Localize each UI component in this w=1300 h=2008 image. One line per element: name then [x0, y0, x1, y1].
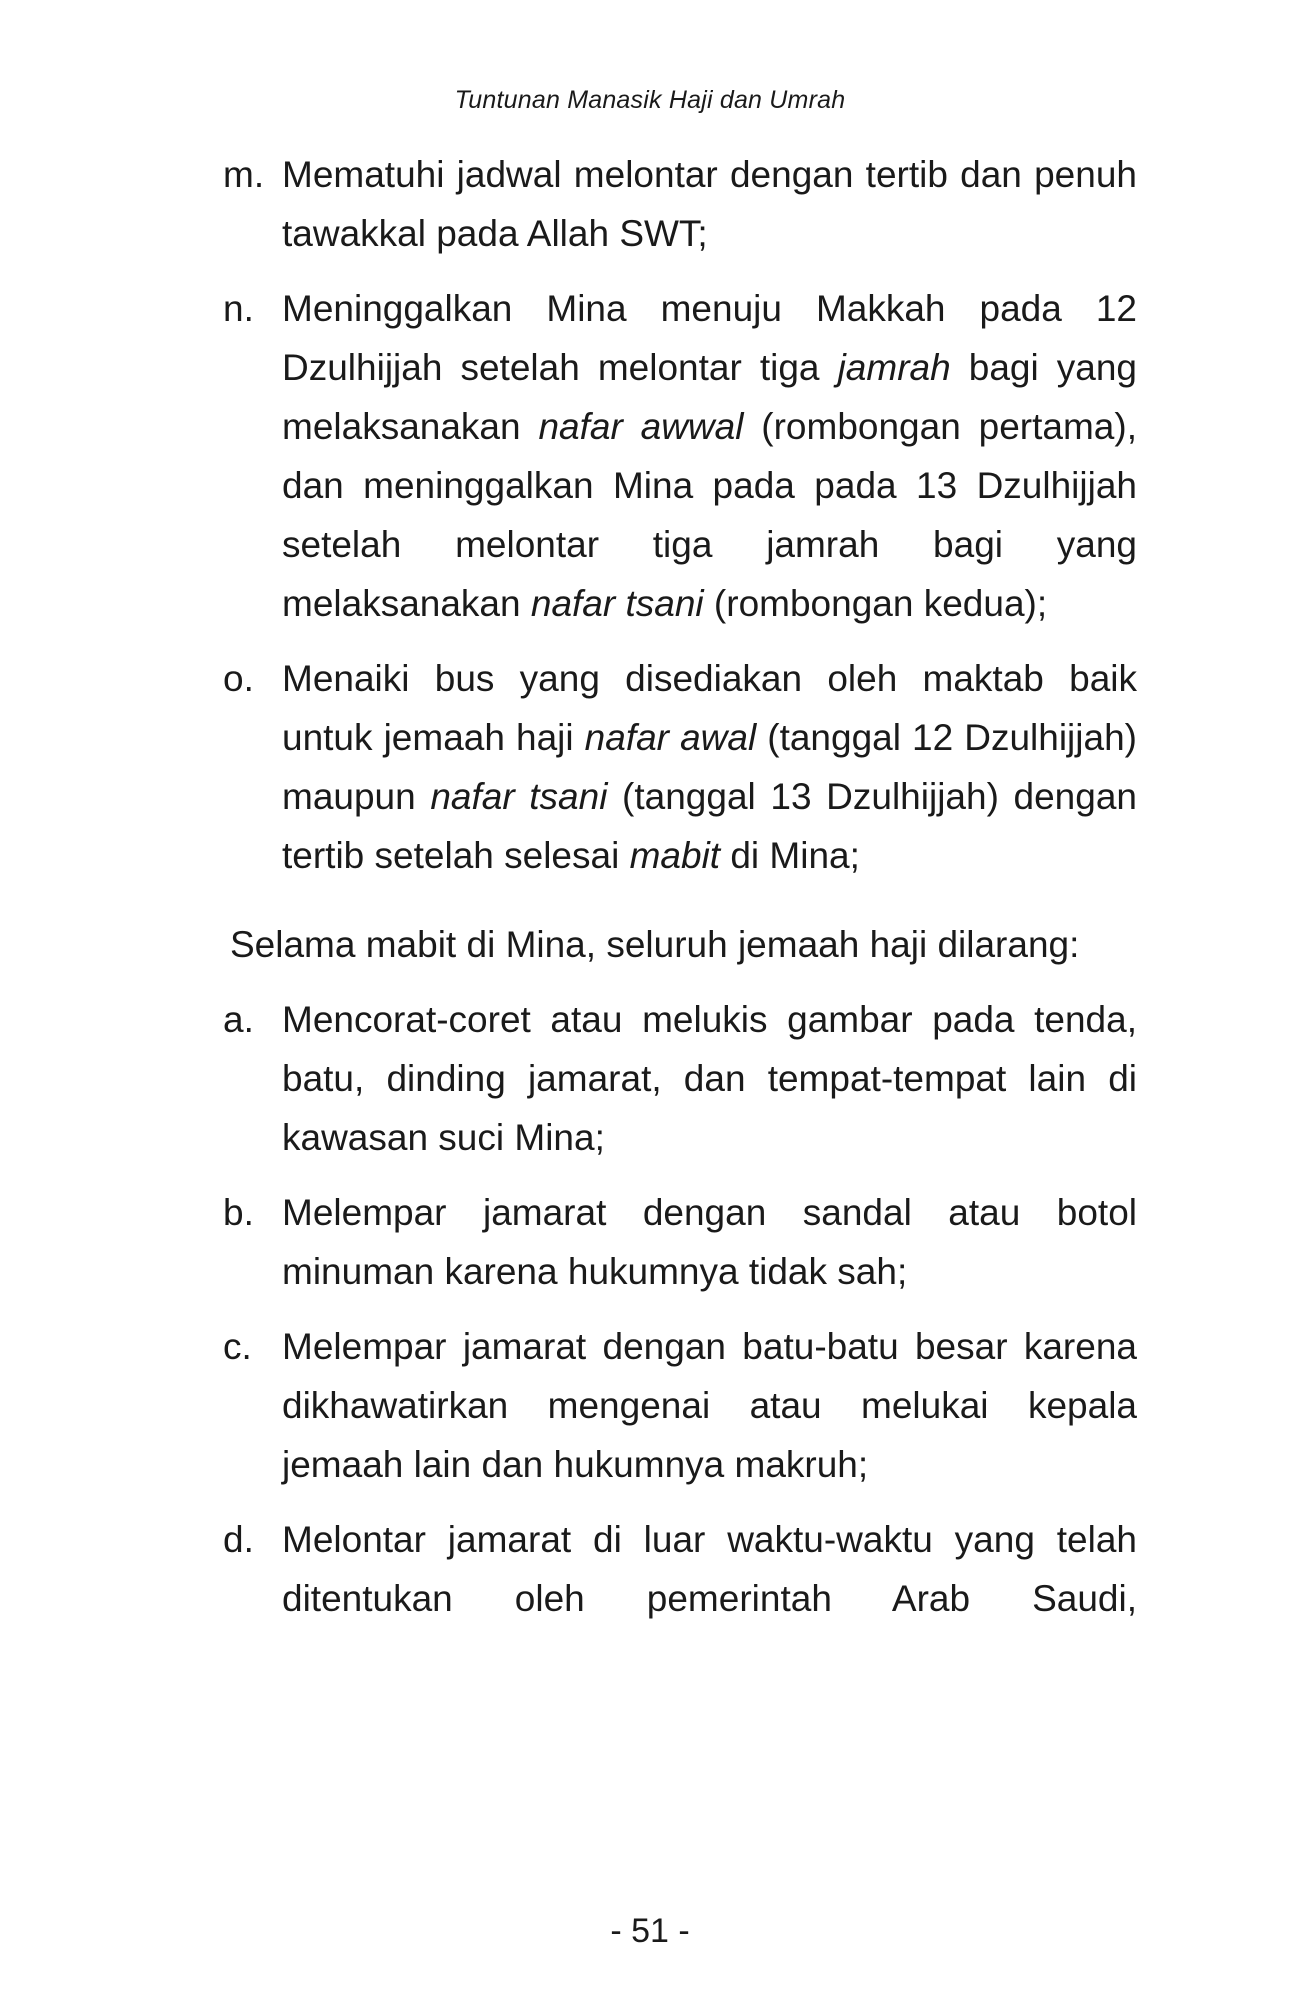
prohibitions-list: [140, 990, 1137, 1628]
text-segment: bagi yang melaksanakan: [282, 347, 1137, 447]
italic-term: jamrah: [837, 347, 951, 388]
page-number: - 51 -: [610, 1912, 690, 1950]
italic-term: mabit: [629, 835, 721, 876]
list-marker: c.: [223, 1326, 252, 1367]
list-marker: d.: [223, 1519, 254, 1560]
text-segment: Melontar jamarat di luar waktu-waktu yang telah ditentukan oleh pemerintah Arab Saudi,: [282, 1519, 1137, 1619]
list-item: [140, 990, 1137, 1167]
list-item: [140, 1183, 1137, 1301]
text-segment: Meninggalkan Mina menuju Makkah pada 12 Dzulhijjah setelah melontar tiga: [282, 288, 1137, 388]
italic-term: nafar awwal: [538, 406, 744, 447]
text-segment: (tanggal 13 Dzulhijjah) dengan tertib setelah selesai: [282, 776, 1137, 876]
italic-term: nafar tsani: [530, 583, 704, 624]
list-item-text: [282, 145, 1137, 263]
italic-term: nafar tsani: [430, 776, 608, 817]
running-header: Tuntunan Manasik Haji dan Umrah: [454, 86, 846, 114]
list-marker: b.: [223, 1192, 254, 1233]
text-segment: (rombongan pertama), dan meninggalkan Mina pada pada 13 Dzulhijjah setelah melontar tiga jamrah bagi yang melaksanakan: [282, 406, 1137, 624]
list-item-text: [282, 649, 1137, 885]
list-item: [140, 145, 1137, 263]
list-item-text: [282, 1317, 1137, 1494]
italic-term: nafar awal: [584, 717, 757, 758]
list-marker: a.: [223, 999, 254, 1040]
text-segment: (tanggal 12 Dzulhijjah) maupun: [282, 717, 1137, 817]
text-segment: Melempar jamarat dengan batu-batu besar karena dikhawatirkan mengenai atau melukai kepala jemaah lain dan hukumnya makruh;: [282, 1326, 1137, 1485]
text-segment: Mematuhi jadwal melontar dengan tertib dan penuh tawakkal pada Allah SWT;: [282, 154, 1137, 254]
continued-list: [140, 145, 1137, 885]
list-item-text: [282, 1183, 1137, 1301]
text-segment: di Mina;: [720, 835, 860, 876]
page-content: [140, 145, 1137, 1644]
text-segment: Mencorat-coret atau melukis gambar pada tenda, batu, dinding jamarat, dan tempat-tempat lain di kawasan suci Mina;: [282, 999, 1137, 1158]
list-item-text: [282, 279, 1137, 633]
text-segment: Melempar jamarat dengan sandal atau botol minuman karena hukumnya tidak sah;: [282, 1192, 1137, 1292]
list-marker: m.: [223, 154, 265, 195]
list-item: [140, 279, 1137, 633]
intro-paragraph: Selama mabit di Mina, seluruh jemaah haji dilarang:: [230, 924, 1080, 965]
list-item-text: [282, 990, 1137, 1167]
list-marker: o.: [223, 658, 254, 699]
list-item-text: [282, 1510, 1137, 1628]
list-item: [140, 649, 1137, 885]
text-segment: Menaiki bus yang disediakan oleh maktab baik untuk jemaah haji: [282, 658, 1137, 758]
list-marker: n.: [223, 288, 254, 329]
text-segment: (rombongan kedua);: [703, 583, 1048, 624]
list-item: [140, 1510, 1137, 1628]
list-item: [140, 1317, 1137, 1494]
